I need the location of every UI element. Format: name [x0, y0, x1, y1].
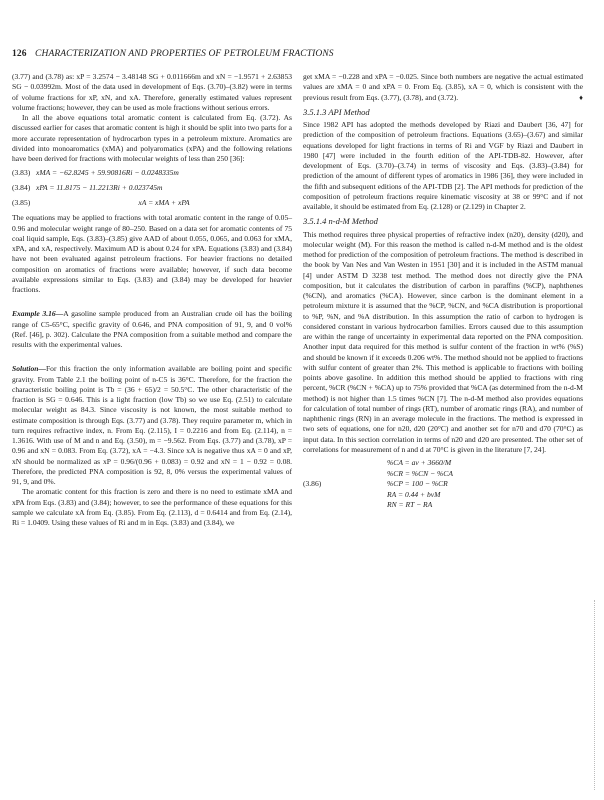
paragraph: Since 1982 API has adopted the methods developed by Riazi and Daubert [36, 47] for prediction of the composition of petroleum fractions. Equations (3.65)–(3.67) and similar equations developed for light fractions in terms of Ri and VGF by Riazi and Daubert in 1980 [47] were included in the fourth edition of the API-TDB-82. However, after development of Eqs. (3.70)–(3.74) in terms of viscosity and Eqs. (3.83)–(3.84) for prediction of the amount of different types of aromatics in 1986 [36], they were included in the fifth and subsequent editions of the API-TDB [2]. The API methods for prediction of the composition of petroleum fractions require kinematic viscosity at 38 or 99°C and if not available, it should be estimated from Eq. (2.128) or (2.129) in Chapter 2. — [303, 120, 583, 211]
paragraph: The equations may be applied to fractions with total aromatic content in the range of 0.05–0.96 and molecular weight range of 80–250. Based on a data set for aromatic contents of 75 coal liquid sample, Eqs. (3.83)–(3.85) give AAD of about 0.055, 0.065, and 0.063 for xMA, xPA, and xA, respectively. Maximum AD is about 0.24 for xPA. Equations (3.83) and (3.84) have not been evaluated against petroleum fractions. For heavier fractions no detailed composition on aromatics of fractions were available; however, if such data become available expressions similar to Eqs. (3.83) and (3.84) may be developed for heavier fractions. — [12, 213, 292, 294]
example-label: Example 3.16— — [12, 309, 64, 319]
equation-number: (3.83) — [12, 168, 31, 178]
example-3-16 — [12, 309, 292, 350]
running-title: CHARACTERIZATION AND PROPERTIES OF PETROLEUM FRACTIONS — [35, 49, 334, 59]
section-heading-api-method: 3.5.1.3 API Method — [303, 106, 370, 117]
equation-lines — [363, 458, 583, 511]
solution — [12, 364, 292, 487]
page-edge-marks — [594, 600, 597, 790]
solution-text: For this fraction the only information available are boiling point and specific gravity. From Table 2.1 the boiling point of n-C5 is 36°C. Therefore, for the fraction the characteristic boiling point is Tb = (36 + 65)/2 = 50.5°C. The other characteristic of the fraction is SG = 0.646. This is a light fraction (low Tb) so we use Eq. (2.51) to calculate molecular weight as 84.3. Since viscosity is not known, the most suitable method to estimate composition is through Eqs. (3.77) and (3.78). They require parameter m, which in turn requires refractive index, n. From Eq. (2.115), I = 0.2216 and from Eq. (2.114), n = 1.3616. With use of M and n and Eq. (3.50), m = −9.562. From Eqs. (3.77) and (3.78), xP = 0.96 and xN = 0.083. From Eq. (3.72), xA = −4.3. Since xA is negative thus xA = 0 and xP, xN should be normalized as xP = 0.96/(0.96 + 0.083) = 0.92 and xN = 1 − 0.92 = 0.08. Therefore, the predicted PNA composition is 92, 8, 0% versus the experimental values of 91, 9, and 0%. — [12, 364, 292, 486]
equation-body: xPA = 11.8175 − 11.2213Ri + 0.023745m — [36, 183, 163, 193]
paragraph: (3.77) and (3.78) as: xP = 3.2574 − 3.48148 SG + 0.011666m and xN = −1.9571 + 2.63853 SG − 0.03992m. Most of the data used in development of Eqs. (3.70)–(3.82) were in terms of volume fractions for xP, xN, and xA. Therefore, generally estimated values represent volume fractions; however, they can be used as mole fractions without serious errors. — [12, 72, 292, 112]
right-column — [303, 72, 583, 511]
equation-body: xA = xMA + xPA — [138, 198, 190, 208]
equation-line: %CP = 100 − %CR — [387, 479, 448, 488]
equation-3-83 — [12, 168, 292, 179]
end-of-example-icon: ♦ — [579, 92, 583, 102]
equation-line: %CR = %CN − %CA — [387, 468, 453, 478]
running-header — [12, 49, 592, 63]
example-text: A gasoline sample produced from an Australian crude oil has the boiling range of C5-65°C, specific gravity of 0.646, and PNA composition of 91, 9, and 0 vol% (Ref. [46], p. 302). Calculate the PNA composition from a suitable method and compare the results with the experimental values. — [12, 309, 293, 349]
paragraph: This method requires three physical properties of refractive index (n20), density (d20), and molecular weight (M). For this reason the method is called n-d-M method and is the oldest method for prediction of the composition of petroleum fractions. The method is described in the book by Van Nes and Van Westen in 1951 [30] and it is included in the ASTM manual [4] under ASTM D 3238 test method. The method does not directly give the PNA composition, but it calculates the distribution of carbon in paraffins (%CP), naphthenes (%CN), and aromatics (%CA). However, since carbon is the dominant element in a petroleum mixture it is assumed that the %CP, %CN, and %CA distribution is proportional to %P, %N, and %A distribution. In this assumption the ratio of carbon to hydrogen is considered constant in various hydrocarbon families. Errors caused due to this assumption are within the range of uncertainty in experimental data reported on the PNA composition. Another input data required for this method is sulfur content of the fraction in wt% (%S) and should be known if it exceeds 0.206 wt%. The method should not be applied to fractions with sulfur content of greater than 2%. This method is applicable to fractions with boiling points above gasoline. In addition this method should be applied to fractions with ring percent, %CR (%CN + %CA) up to 75% provided that %CA (as determined from the n-d-M method) is not higher than 1.5 times %CN [7]. The n-d-M method also provides equations for calculation of total number of rings (RT), number of aromatic rings (RA), and number of naphthenic rings (RN) in an average molecule in the fractions. The method is expressed in two sets of equations, one for n20, d20 (20°C) and another set for n70 and d70 (70°C) as input data. In this section correlation in terms of n20 and d20 are presented. The other set of correlations for measurement of n and d at 70°C is given in the literature [7, 24]. — [303, 229, 583, 454]
equation-3-85 — [12, 198, 292, 209]
left-column — [12, 72, 292, 528]
equation-body: xMA = −62.8245 + 59.90816Ri − 0.0248335m — [36, 168, 179, 178]
paragraph: In all the above equations total aromatic content is calculated from Eq. (3.72). As discussed earlier for cases that aromatic content is high it should be split into two parts for a more accurate representation of hydrocarbon types in a petroleum mixture. Aromatics are divided into monoaromatics (xMA) and polyaromatics (xPA) and the following relations have been derived for fractions with molecular weights of less than 250 [36]: — [12, 113, 292, 163]
equation-number: (3.86) — [303, 479, 322, 489]
page-number: 126 — [12, 49, 27, 59]
paragraph: The aromatic content for this fraction is zero and there is no need to estimate xMA and xPA from Eqs. (3.83) and (3.84); however, to see the performance of these equations for this sample we calculate xA from Eq. (3.85). From Eq. (2.113), d = 0.6414 and from Eq. (2.14), Ri = 1.0409. Using these values of Ri and m in Eqs. (3.83) and (3.84), we — [12, 487, 292, 527]
equation-number: (3.84) — [12, 183, 31, 193]
paragraph — [303, 72, 583, 103]
equation-line: RA = 0.44 + bvM — [387, 489, 441, 499]
equation-3-86 — [303, 458, 583, 511]
equation-3-84 — [12, 183, 292, 194]
equation-line: RN = RT − RA — [387, 500, 433, 509]
solution-label: Solution— — [12, 364, 46, 374]
equation-line: %CA = av + 3660/M — [387, 458, 452, 467]
paragraph-text: get xMA = −0.228 and xPA = −0.025. Since both numbers are negative the actual estimated values are xMA = 0 and xPA = 0. From Eq. (3.85), xA = 0, which is consistent with the previous result from Eqs. (3.77), (3.78), and (3.72). — [303, 72, 583, 102]
equation-number: (3.85) — [12, 198, 31, 208]
section-heading-ndm-method: 3.5.1.4 n-d-M Method — [303, 216, 378, 227]
